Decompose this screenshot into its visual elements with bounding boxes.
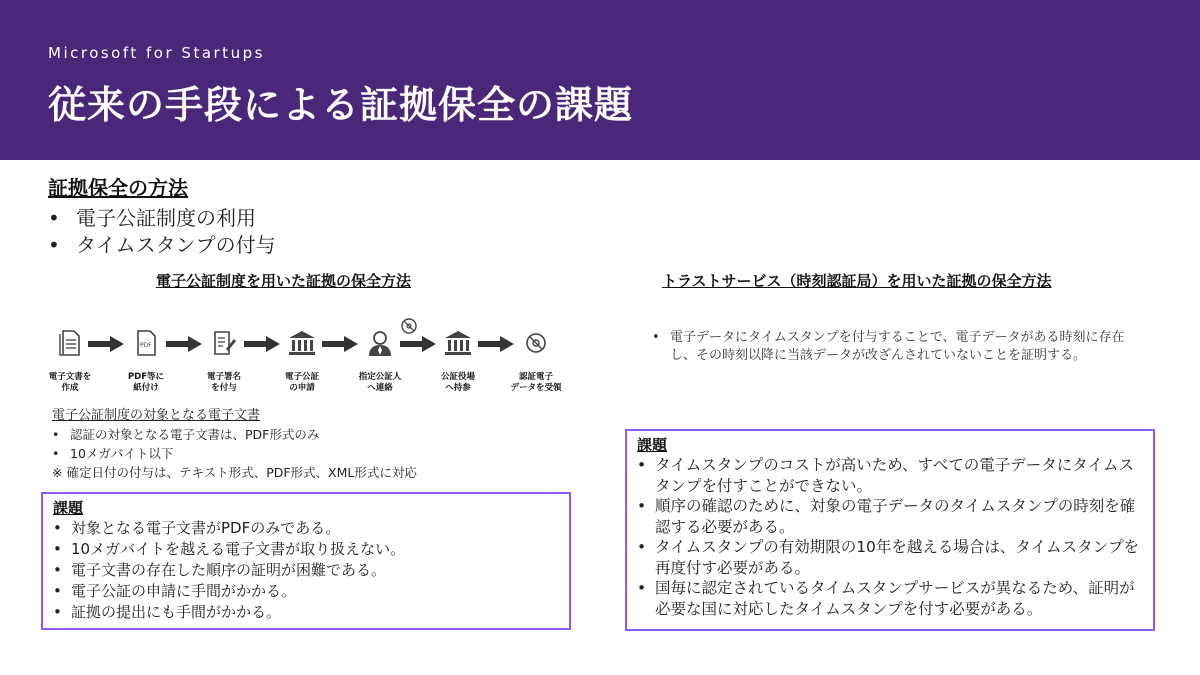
list-item: • 電子公証の申請に手間がかかる。 <box>53 582 297 600</box>
trust-service-section-title: トラストサービス（時刻認証局）を用いた証拠の保全方法 <box>662 272 1052 290</box>
list-item: • 対象となる電子文書がPDFのみである。 <box>53 519 341 537</box>
notary-section-title: 電子公証制度を用いた証拠の保全方法 <box>156 272 412 290</box>
disc-icon <box>521 328 551 358</box>
flow-step-notary: 指定公証人 へ連絡 <box>350 318 410 394</box>
page-title: 従来の手段による証拠保全の課題 <box>48 83 634 127</box>
brand-label: Microsoft for Startups <box>48 44 265 62</box>
list-item: • 国毎に認定されているタイムスタンプサービスが異なるため、証明が必要な国に対応したタイムスタンプを付す必要がある。 <box>637 579 1135 618</box>
header-banner <box>0 0 1200 160</box>
methods-list <box>48 205 276 259</box>
issues-title: 課題 <box>53 499 84 517</box>
list-item: • 証拠の提出にも手間がかかる。 <box>53 603 282 621</box>
list-item: • 10メガバイト以下 <box>52 446 174 461</box>
list-item: • 電子公証制度の利用 <box>48 206 256 230</box>
sub-note: ※ 確定日付の付与は、テキスト形式、PDF形式、XML形式に対応 <box>52 465 417 480</box>
list-item: • 電子データにタイムスタンプを付与することで、電子データがある時刻に存在し、その時刻以降に当該データが改ざんされていないことを証明する。 <box>652 330 1125 363</box>
list-item: • 順序の確認のために、対象の電子データのタイムスタンプの時刻を確認する必要がある。 <box>637 497 1136 536</box>
list-item: • 認証の対象となる電子文書は、PDF形式のみ <box>52 427 320 442</box>
disc-icon <box>401 318 417 334</box>
document-icon <box>55 328 85 358</box>
trust-service-description <box>652 329 1132 365</box>
issues-title: 課題 <box>637 436 668 454</box>
sub-title: 電子公証制度の対象となる電子文書 <box>52 408 261 423</box>
building-icon <box>287 328 317 358</box>
building-icon <box>443 328 473 358</box>
trust-service-issues-box <box>625 429 1155 631</box>
list-item: • タイムスタンプのコストが高いため、すべての電子データにタイムスタンプを付すことができない。 <box>637 456 1134 495</box>
flow-step-signature: 電子署名 を付与 <box>194 318 254 394</box>
notary-flow-diagram <box>40 318 560 398</box>
sub-list <box>52 425 417 463</box>
list-item: • 10メガバイトを越える電子文書が取り扱えない。 <box>53 540 406 558</box>
flow-step-bring-to-office: 公証役場 へ持参 <box>428 318 488 394</box>
flow-step-create-document: 電子文書を 作成 <box>40 318 100 394</box>
notary-target-documents <box>52 404 417 482</box>
flow-step-pdf: PDF PDF等に 紙付け <box>116 318 176 394</box>
flow-step-receive: 認証電子 データを受領 <box>506 318 566 394</box>
list-item: • タイムスタンプの有効期限の10年を越える場合は、タイムスタンプを再度付す必要がある。 <box>637 538 1140 577</box>
svg-text:PDF: PDF <box>140 342 152 349</box>
issues-list <box>53 518 559 623</box>
list-item: • 電子文書の存在した順序の証明が困難である。 <box>53 561 387 579</box>
methods-title: 証拠保全の方法 <box>48 176 188 200</box>
methods-section <box>48 172 276 259</box>
person-icon <box>365 328 395 358</box>
flow-step-apply: 電子公証 の申請 <box>272 318 332 394</box>
list-item: • タイムスタンプの付与 <box>48 233 276 257</box>
notary-issues-box <box>41 492 571 630</box>
signature-icon <box>209 328 239 358</box>
pdf-icon <box>131 328 161 358</box>
issues-list <box>637 455 1143 619</box>
